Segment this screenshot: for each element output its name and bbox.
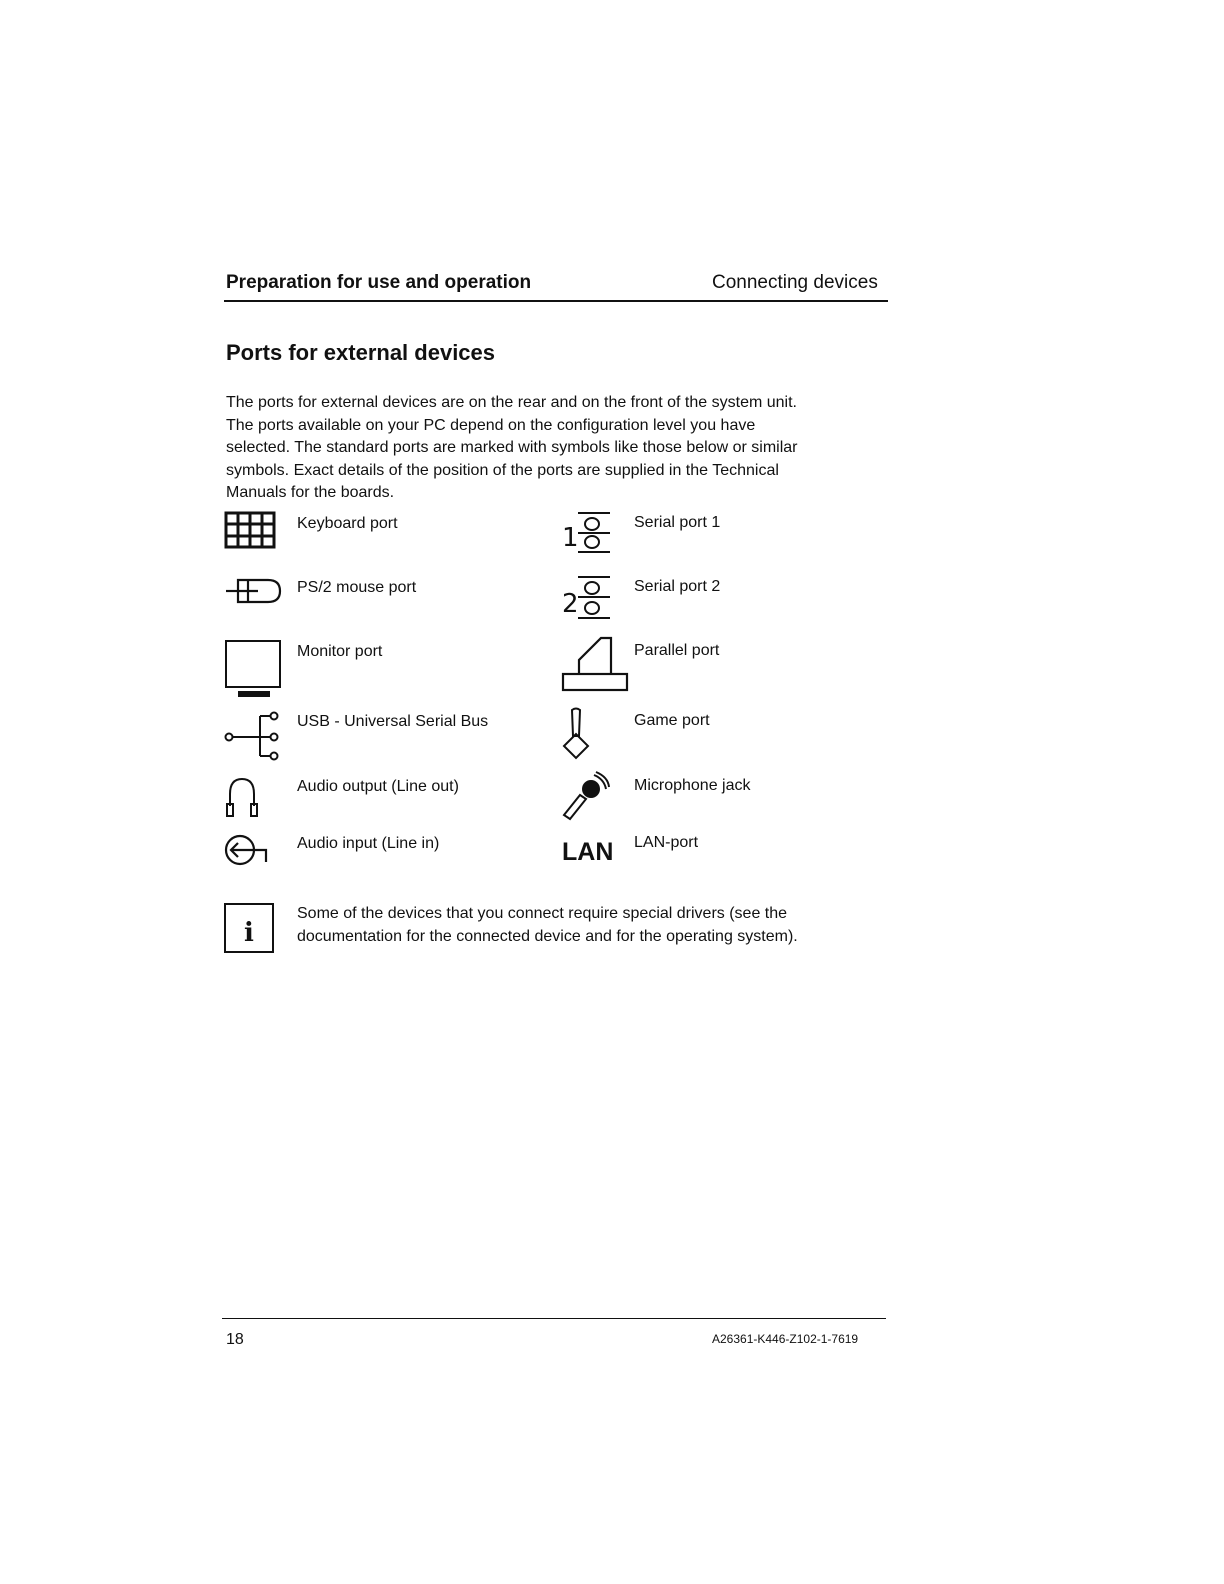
- lan-icon: LAN: [562, 838, 614, 866]
- svg-text:i: i: [244, 918, 254, 948]
- parallel-icon: [561, 634, 629, 692]
- document-code: A26361-K446-Z102-1-7619: [712, 1332, 859, 1346]
- usb-icon: [222, 708, 284, 764]
- microphone-icon: [560, 771, 610, 821]
- header-divider: [224, 300, 888, 302]
- line-in-icon: [222, 832, 272, 868]
- serial-2-digit: 2: [562, 589, 579, 619]
- intro-line: selected. The standard ports are marked with symbols like those below or similar: [226, 439, 798, 456]
- port-label-audio-out: Audio output (Line out): [297, 778, 459, 795]
- keyboard-icon: [224, 511, 276, 549]
- section-title: Ports for external devices: [226, 340, 496, 365]
- port-label-audio-in: Audio input (Line in): [297, 835, 440, 852]
- port-label-ps2-mouse: PS/2 mouse port: [297, 579, 417, 596]
- page-number: 18: [226, 1331, 244, 1348]
- info-note: [297, 903, 877, 948]
- intro-line: Manuals for the boards.: [226, 484, 395, 501]
- serial-1-digit: 1: [562, 523, 579, 553]
- port-label-serial-2: Serial port 2: [634, 578, 721, 595]
- running-header-section: Connecting devices: [712, 272, 878, 293]
- footer-divider: [222, 1318, 886, 1319]
- mouse-icon: [224, 576, 284, 606]
- serial-1-icon: [560, 510, 614, 558]
- monitor-icon: [224, 639, 282, 699]
- port-label-usb: USB - Universal Serial Bus: [297, 713, 489, 730]
- port-label-lan: LAN-port: [634, 834, 699, 851]
- headphones-icon: [224, 776, 260, 818]
- info-icon: [224, 903, 274, 953]
- info-glyph: [226, 905, 272, 951]
- intro-line: The ports for external devices are on the rear and on the front of the system unit.: [226, 394, 797, 411]
- port-label-monitor: Monitor port: [297, 643, 383, 660]
- port-label-game: Game port: [634, 712, 710, 729]
- serial-2-icon: [560, 574, 614, 622]
- port-label-keyboard: Keyboard port: [297, 515, 398, 532]
- intro-line: The ports available on your PC depend on the configuration level you have: [226, 416, 756, 434]
- joystick-icon: [560, 706, 594, 762]
- intro-paragraph: [226, 392, 886, 505]
- port-label-parallel: Parallel port: [634, 642, 720, 659]
- info-line: documentation for the connected device and for the operating system).: [297, 927, 798, 945]
- running-header-chapter: Preparation for use and operation: [226, 272, 532, 293]
- port-label-serial-1: Serial port 1: [634, 514, 721, 531]
- intro-line: symbols. Exact details of the position of the ports are supplied in the Technical: [226, 461, 779, 479]
- info-line: Some of the devices that you connect require special drivers (see the: [297, 905, 788, 922]
- port-label-microphone: Microphone jack: [634, 777, 751, 794]
